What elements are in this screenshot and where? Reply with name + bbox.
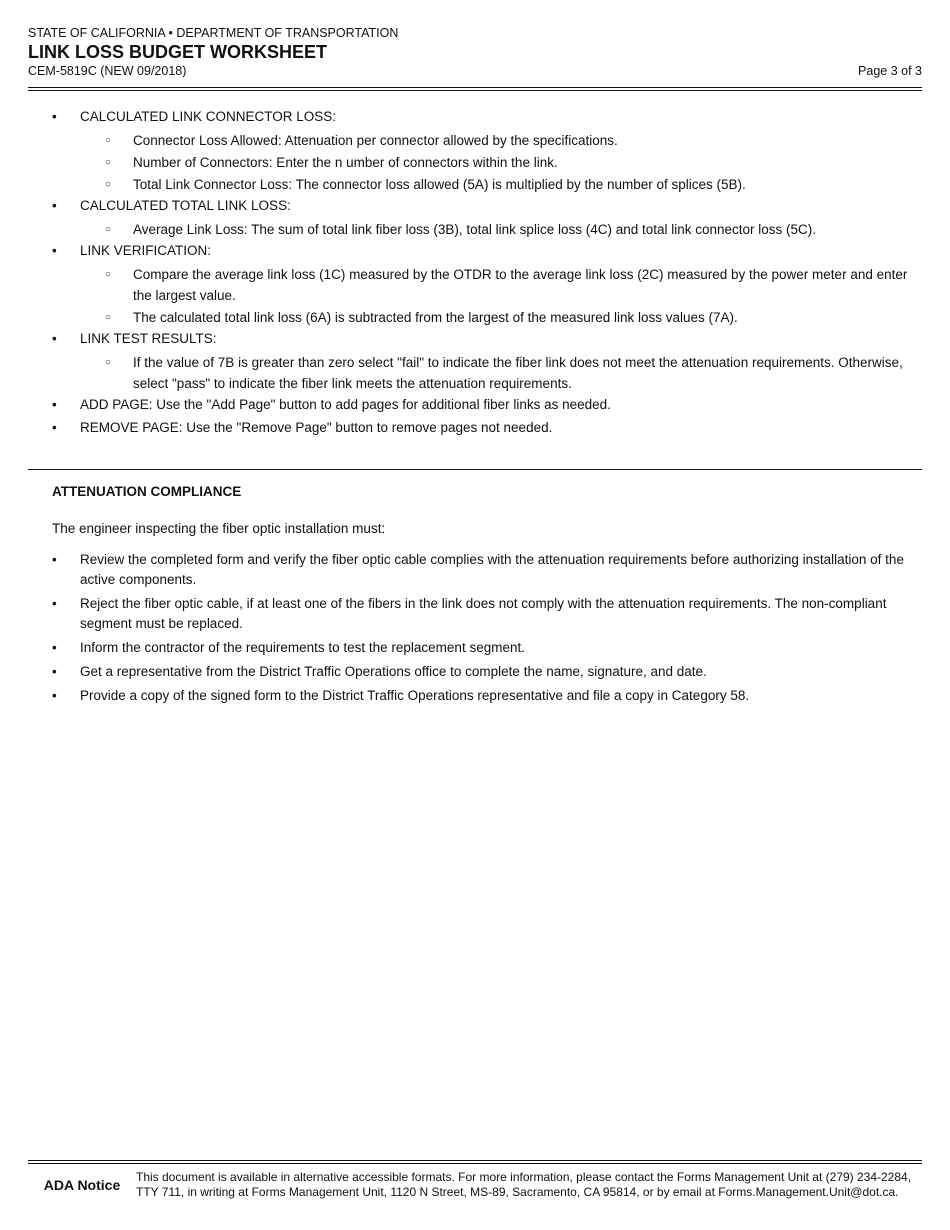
form-title: LINK LOSS BUDGET WORKSHEET	[28, 42, 328, 62]
form-number: CEM-5819C (NEW 09/2018)	[28, 64, 187, 78]
ada-notice	[28, 1170, 922, 1200]
add-page-instruction: • ADD PAGE: Use the "Add Page" button to add pages for additional fiber links as needed.	[28, 395, 922, 415]
list-item: ○ Number of Connectors: Enter the n umber of connectors within the link.	[28, 152, 922, 173]
form-header	[28, 26, 922, 79]
footer-divider	[28, 1160, 922, 1164]
ada-label: ADA Notice	[43, 1177, 121, 1193]
agency-name: STATE OF CALIFORNIA • DEPARTMENT OF TRANSPORTATION	[28, 26, 399, 40]
remove-page-instruction: • REMOVE PAGE: Use the "Remove Page" button to remove pages not needed.	[28, 418, 922, 438]
instructions-section	[28, 107, 922, 441]
section-divider	[28, 469, 922, 470]
list-item: • Get a representative from the District Traffic Operations office to complete the name, signature, and date.	[28, 662, 922, 682]
ada-text: This document is available in alternative accessible formats. For more information, please contact the Forms Management Unit at (279) 234-2284, TTY 711, in writing at Forms Management Unit, 1120 N Street, MS-89, Sacramento, CA 95814, or by email at Forms.Management.Unit@dot.ca.	[136, 1170, 912, 1199]
header-divider	[28, 87, 922, 91]
list-item: ○ Connector Loss Allowed: Attenuation per connector allowed by the specifications.	[28, 130, 922, 151]
test-results-heading: • LINK TEST RESULTS:	[28, 329, 922, 349]
list-item: • Reject the fiber optic cable, if at least one of the fibers in the link does not comply with the attenuation requirements. The non-compliant segment must be replaced.	[28, 594, 922, 634]
verification-heading: • LINK VERIFICATION:	[28, 241, 922, 261]
list-item: ○ Total Link Connector Loss: The connector loss allowed (5A) is multiplied by the number of splices (5B).	[28, 174, 922, 195]
list-item: • Inform the contractor of the requirements to test the replacement segment.	[28, 638, 922, 658]
connector-loss-heading: • CALCULATED LINK CONNECTOR LOSS:	[28, 107, 922, 127]
form-info-row	[28, 63, 922, 79]
list-item: • Provide a copy of the signed form to the District Traffic Operations representative and file a copy in Category 58.	[28, 686, 922, 706]
compliance-intro: The engineer inspecting the fiber optic installation must:	[52, 521, 386, 536]
compliance-list	[28, 550, 922, 706]
list-item: ○ Average Link Loss: The sum of total link fiber loss (3B), total link splice loss (4C) and total link connector loss (5C).	[28, 219, 922, 240]
compliance-heading: ATTENUATION COMPLIANCE	[52, 484, 242, 499]
total-loss-heading: • CALCULATED TOTAL LINK LOSS:	[28, 196, 922, 216]
list-item: ○ Compare the average link loss (1C) measured by the OTDR to the average link loss (2C) measured by the power meter and enter the largest value.	[28, 264, 922, 306]
attenuation-compliance-section	[28, 482, 922, 710]
page-number: Page 3 of 3	[858, 64, 922, 78]
list-item: • Review the completed form and verify the fiber optic cable complies with the attenuation requirements before authorizing installation of the active components.	[28, 550, 922, 590]
list-item: ○ The calculated total link loss (6A) is subtracted from the largest of the measured link loss values (7A).	[28, 307, 922, 328]
list-item: ○ If the value of 7B is greater than zero select "fail" to indicate the fiber link does not meet the attenuation requirements. Otherwise, select "pass" to indicate the fiber link meets the attenuation requirements.	[28, 352, 922, 394]
